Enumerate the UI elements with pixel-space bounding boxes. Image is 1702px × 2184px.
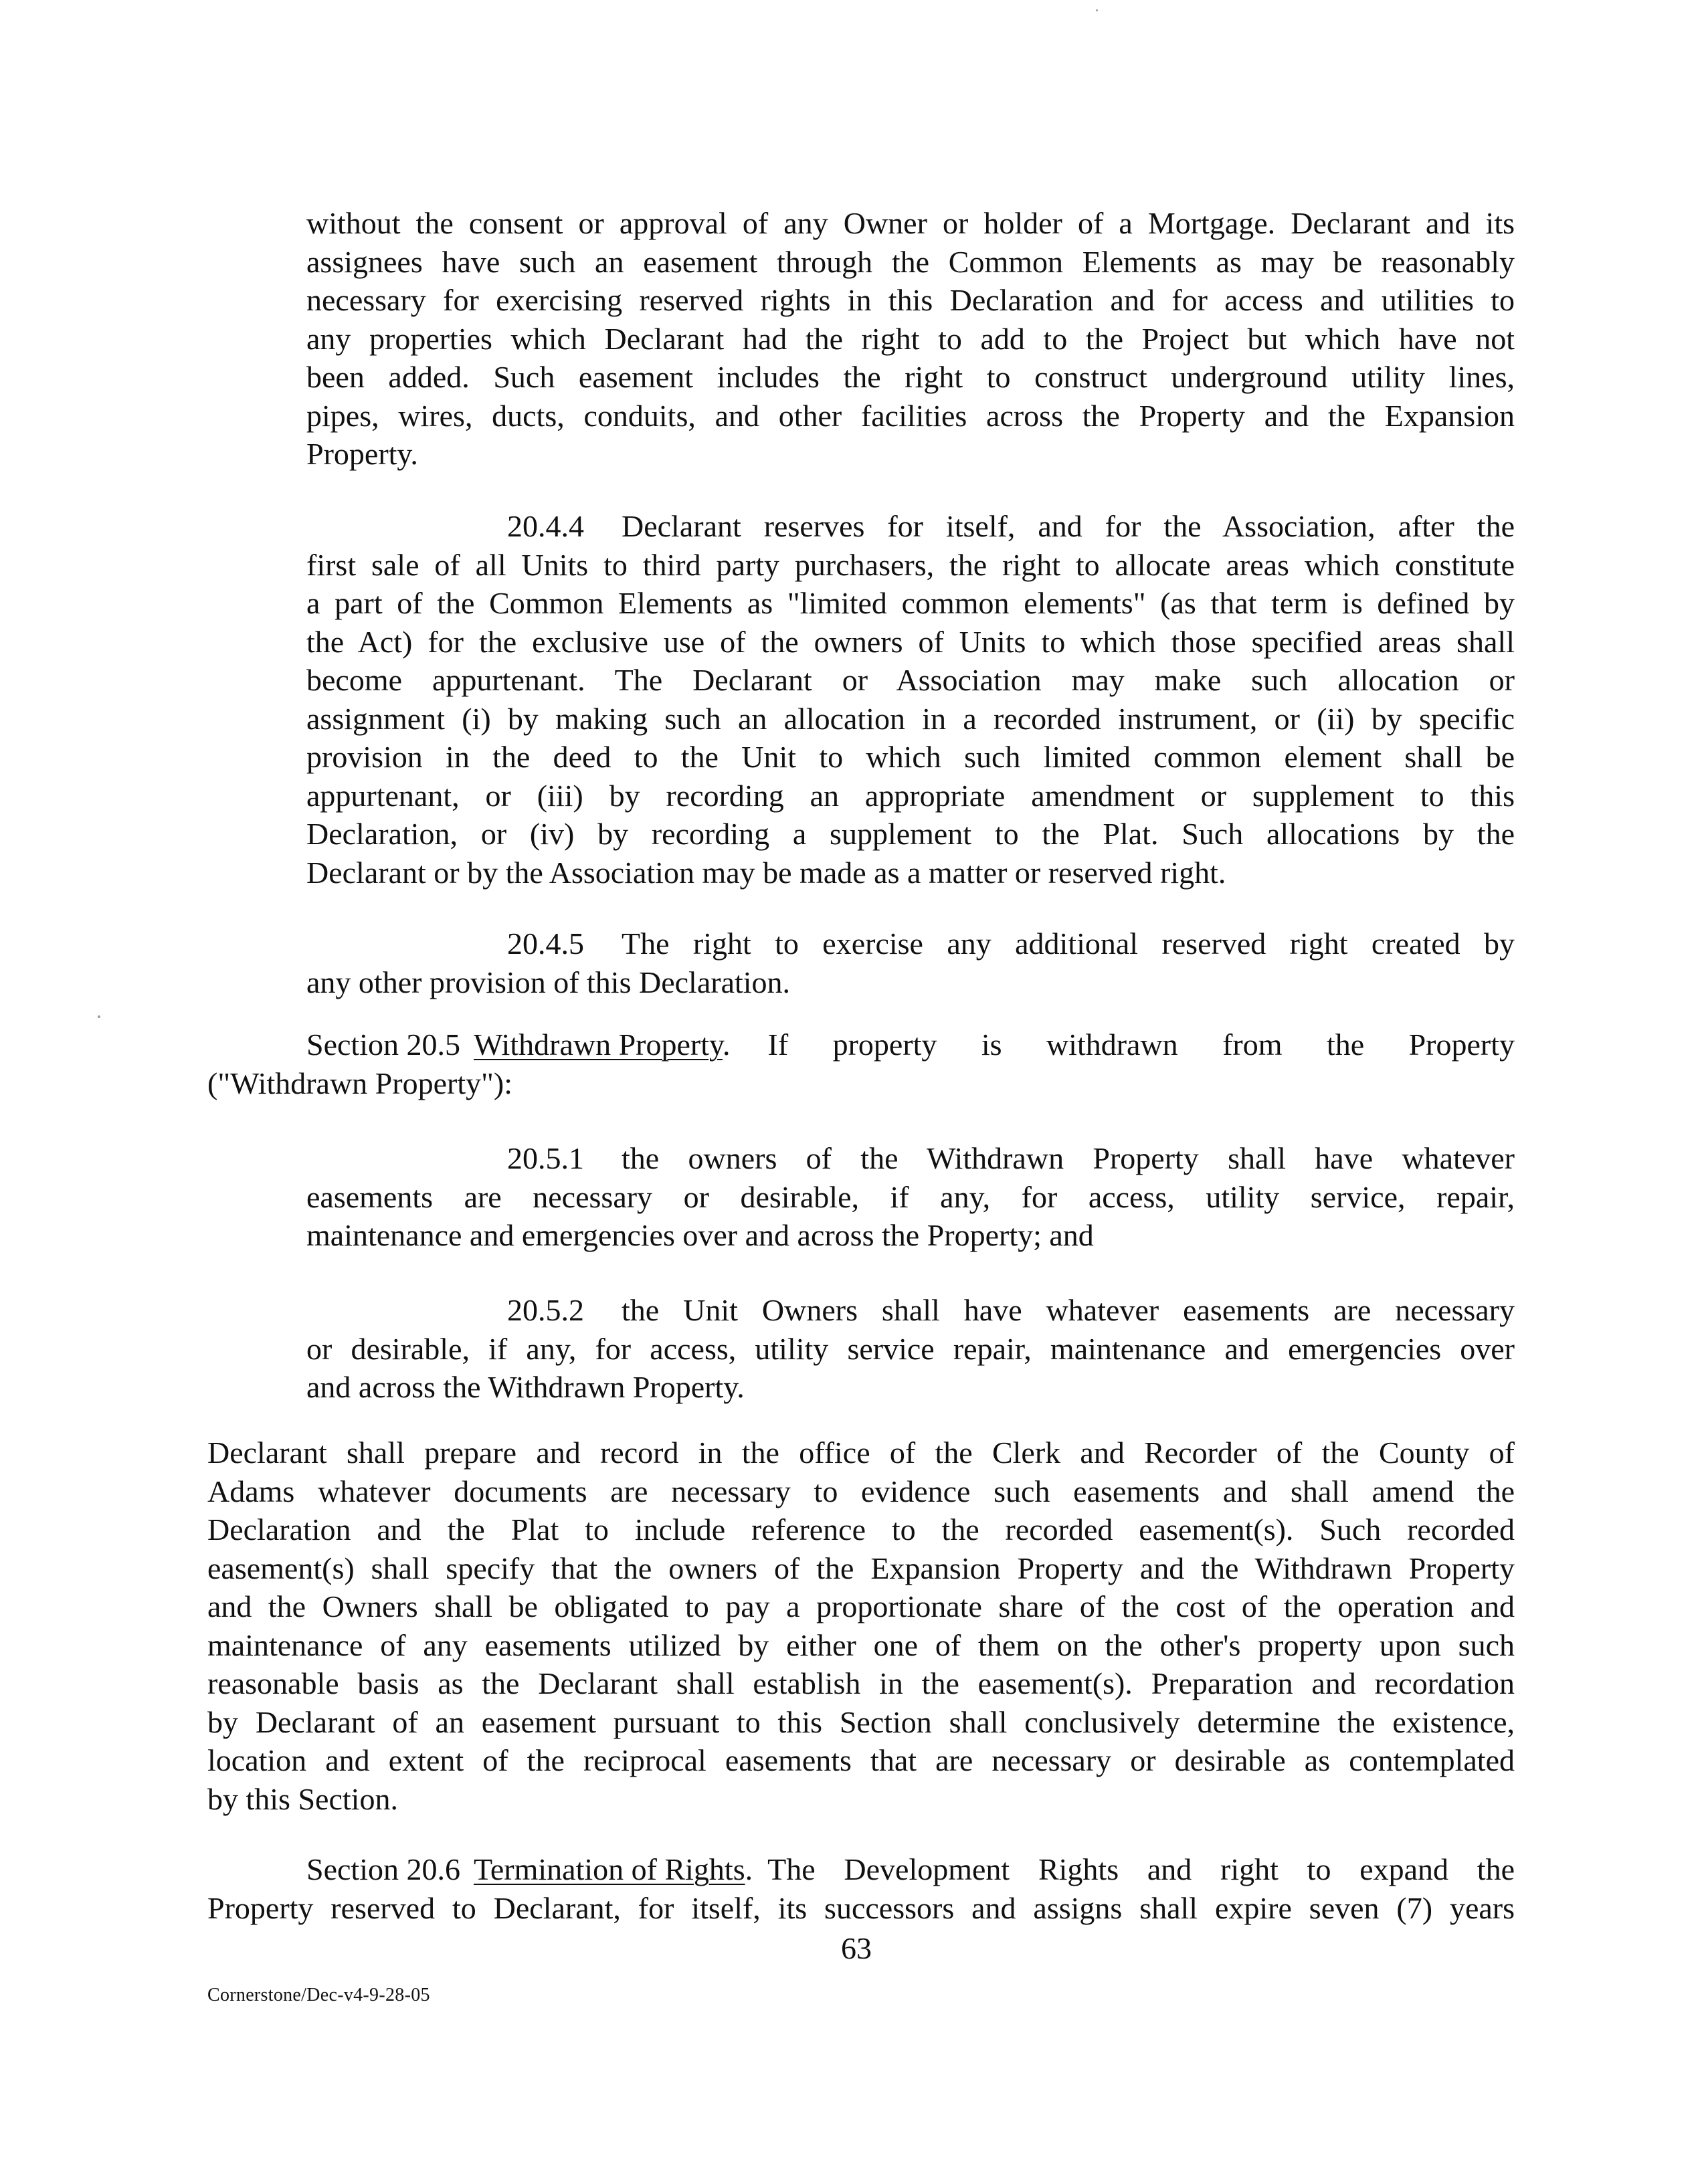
section-first-line bbox=[207, 1025, 1515, 1064]
subsection-20-4-5 bbox=[306, 924, 1515, 1001]
text-line: Declaration and the Plat to include reference to the recorded easement(s). Such recorded bbox=[207, 1512, 1515, 1547]
document-id-footer: Cornerstone/Dec-v4-9-28-05 bbox=[207, 1985, 430, 2005]
section-heading-text: Withdrawn Property bbox=[473, 1027, 723, 1062]
text-line: by Declarant of an easement pursuant to this Section shall conclusively determine the existence, bbox=[207, 1704, 1515, 1739]
text-line: and across the Withdrawn Property. bbox=[306, 1370, 745, 1404]
text-line: or desirable, if any, for access, utility service repair, maintenance and emergencies over bbox=[306, 1331, 1515, 1366]
section-heading-text: Termination of Rights bbox=[473, 1852, 745, 1886]
subsection-first-line bbox=[306, 507, 1515, 546]
subsection-lead-text: The right to exercise any additional reserved right created by bbox=[622, 926, 1515, 961]
text-line: and the Owners shall be obligated to pay a proportionate share of the cost of the operation and bbox=[207, 1589, 1515, 1623]
text-line: become appurtenant. The Declarant or Association may make such allocation or bbox=[306, 663, 1515, 697]
text-line: necessary for exercising reserved rights in this Declaration and for access and utilities to bbox=[306, 283, 1515, 317]
section-first-line bbox=[207, 1850, 1515, 1889]
text-line: easement(s) shall specify that the owners of the Expansion Property and the Withdrawn Property bbox=[207, 1551, 1515, 1585]
subsection-first-line bbox=[306, 1291, 1515, 1330]
subsection-first-line bbox=[306, 924, 1515, 963]
subsection-number: 20.4.4 bbox=[507, 509, 584, 543]
subsection-20-5-1 bbox=[306, 1139, 1515, 1255]
text-line: by this Section. bbox=[207, 1781, 398, 1816]
subsection-number: 20.5.2 bbox=[507, 1293, 584, 1327]
section-20-5 bbox=[207, 1025, 1515, 1102]
section-label: Section 20.6 bbox=[306, 1852, 460, 1886]
text-line: provision in the deed to the Unit to which such limited common element shall be bbox=[306, 740, 1515, 774]
text-line: Declarant or by the Association may be made as a matter or reserved right. bbox=[306, 855, 1226, 890]
text-line: location and extent of the reciprocal easements that are necessary or desirable as contemplated bbox=[207, 1743, 1515, 1777]
text-line: Declarant shall prepare and record in the office of the Clerk and Recorder of the County of bbox=[207, 1435, 1515, 1470]
text-line: Adams whatever documents are necessary to evidence such easements and shall amend the bbox=[207, 1474, 1515, 1508]
subsection-20-5-2 bbox=[306, 1291, 1515, 1407]
text-line: any other provision of this Declaration. bbox=[306, 965, 791, 999]
text-line: a part of the Common Elements as "limited common elements" (as that term is defined by bbox=[306, 586, 1515, 620]
scan-speck bbox=[98, 1015, 100, 1018]
text-line: assignment (i) by making such an allocation in a recorded instrument, or (ii) by specific bbox=[306, 701, 1515, 736]
section-20-6 bbox=[207, 1850, 1515, 1927]
subsection-number: 20.5.1 bbox=[507, 1141, 584, 1175]
subsection-number: 20.4.5 bbox=[507, 926, 584, 961]
section-heading: Termination of Rights. bbox=[473, 1852, 753, 1886]
subsection-lead-text: the Unit Owners shall have whatever easements are necessary bbox=[622, 1293, 1515, 1327]
text-line: easements are necessary or desirable, if any, for access, utility service, repair, bbox=[306, 1179, 1515, 1214]
text-line: appurtenant, or (iii) by recording an appropriate amendment or supplement to this bbox=[306, 778, 1515, 813]
section-heading: Withdrawn Property. bbox=[473, 1027, 731, 1062]
scan-speck bbox=[1096, 9, 1098, 11]
text-line: maintenance and emergencies over and across the Property; and bbox=[306, 1218, 1094, 1252]
subsection-lead-text: Declarant reserves for itself, and for the Association, after the bbox=[622, 509, 1515, 543]
section-lead-text: If property is withdrawn from the Property bbox=[767, 1027, 1515, 1062]
text-line: Property reserved to Declarant, for itself, its successors and assigns shall expire seven (7) years bbox=[207, 1890, 1515, 1925]
text-line: reasonable basis as the Declarant shall establish in the easement(s). Preparation and recordation bbox=[207, 1666, 1515, 1700]
text-line: without the consent or approval of any Owner or holder of a Mortgage. Declarant and its bbox=[306, 206, 1515, 240]
subsection-first-line bbox=[306, 1139, 1515, 1178]
text-line: Declaration, or (iv) by recording a supplement to the Plat. Such allocations by the bbox=[306, 817, 1515, 851]
text-line: assignees have such an easement through the Common Elements as may be reasonably bbox=[306, 244, 1515, 279]
page-number: 63 bbox=[841, 1931, 872, 1965]
text-line: ("Withdrawn Property"): bbox=[207, 1066, 512, 1100]
text-line: been added. Such easement includes the right to construct underground utility lines, bbox=[306, 360, 1515, 394]
subsection-lead-text: the owners of the Withdrawn Property shall have whatever bbox=[622, 1141, 1515, 1175]
section-lead-text: The Development Rights and right to expand the bbox=[767, 1852, 1515, 1886]
text-line: first sale of all Units to third party purchasers, the right to allocate areas which constitute bbox=[306, 547, 1515, 582]
text-line: any properties which Declarant had the right to add to the Project but which have not bbox=[306, 321, 1515, 356]
text-line: the Act) for the exclusive use of the owners of Units to which those specified areas shall bbox=[306, 624, 1515, 659]
text-line: maintenance of any easements utilized by either one of them on the other's property upon such bbox=[207, 1627, 1515, 1662]
paragraph-declarant bbox=[207, 1433, 1515, 1818]
paragraph-intro bbox=[306, 204, 1515, 474]
text-line: Property. bbox=[306, 437, 418, 471]
subsection-20-4-4 bbox=[306, 507, 1515, 892]
section-label: Section 20.5 bbox=[306, 1027, 460, 1062]
text-line: pipes, wires, ducts, conduits, and other facilities across the Property and the Expansion bbox=[306, 398, 1515, 433]
